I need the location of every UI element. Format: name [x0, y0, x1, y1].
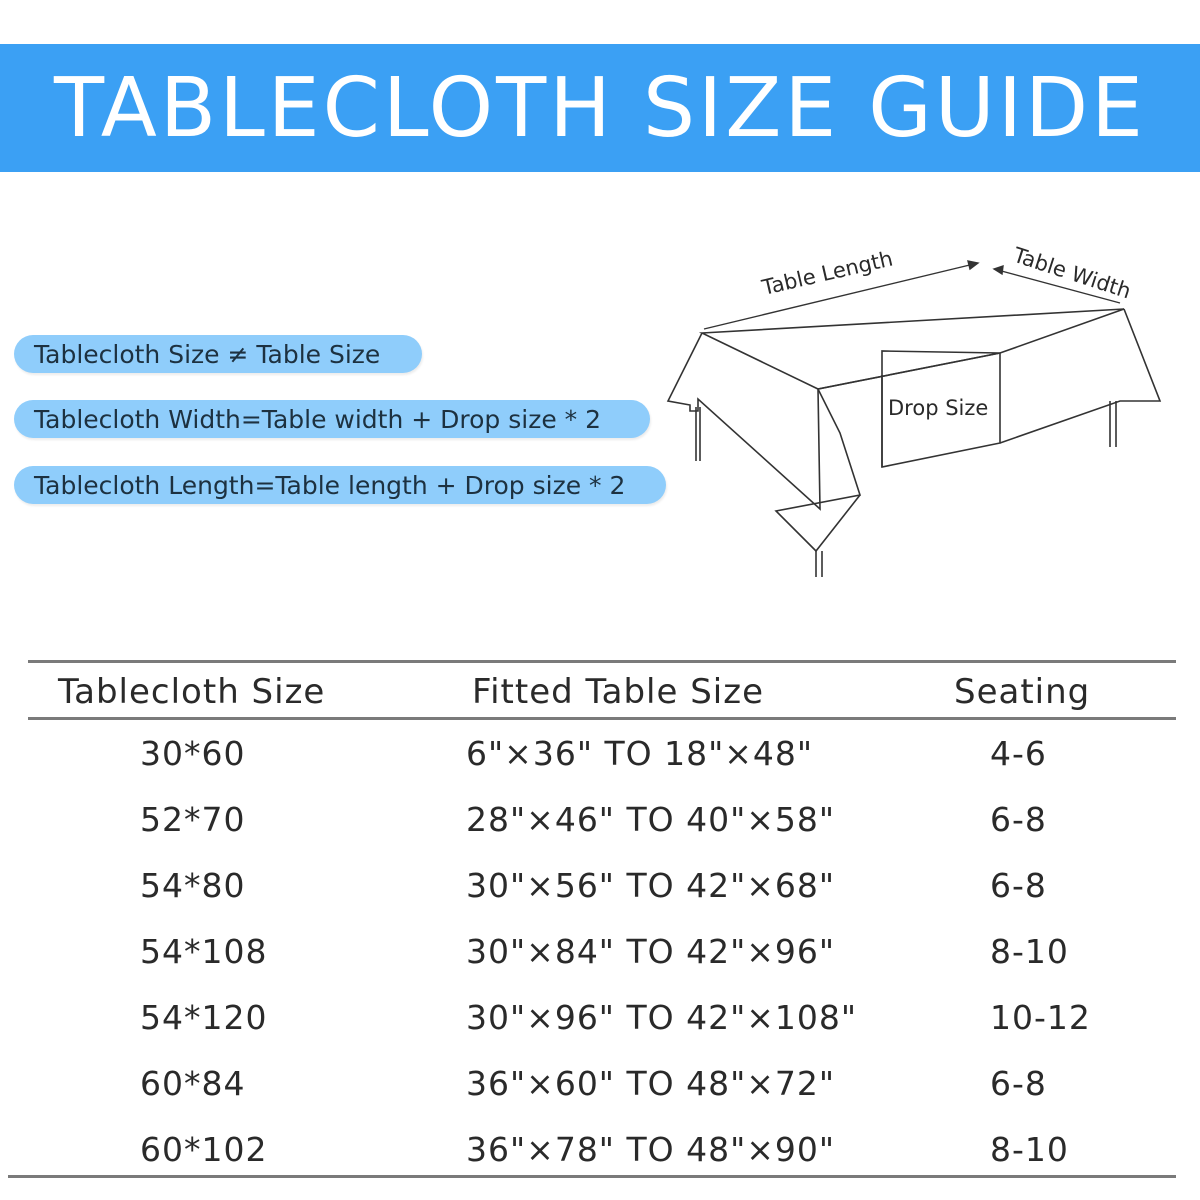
- column-header-tablecloth-size: Tablecloth Size: [58, 672, 326, 712]
- cell-fitted-table-size: 30"×84" TO 42"×96": [466, 932, 836, 971]
- column-header-seating: Seating: [954, 672, 1091, 712]
- cell-seating: 6-8: [990, 800, 1047, 839]
- cell-seating: 6-8: [990, 866, 1047, 905]
- table-row: [28, 1116, 1176, 1182]
- tablecloth-diagram-svg: [660, 235, 1180, 595]
- cell-seating: 6-8: [990, 1064, 1047, 1103]
- formula-size-note: Tablecloth Size ≠ Table Size: [14, 335, 422, 373]
- cell-tablecloth-size: 54*80: [140, 866, 246, 905]
- table-row: [28, 1050, 1176, 1116]
- formula-length: Tablecloth Length=Table length + Drop size * 2: [14, 466, 666, 504]
- formula-width: Tablecloth Width=Table width + Drop size * 2: [14, 400, 650, 438]
- table-bottom-rule: [8, 1175, 1176, 1178]
- cell-fitted-table-size: 6"×36" TO 18"×48": [466, 734, 814, 773]
- cell-fitted-table-size: 30"×96" TO 42"×108": [466, 998, 858, 1037]
- title-banner: [0, 44, 1200, 172]
- cell-seating: 8-10: [990, 1130, 1069, 1169]
- cell-tablecloth-size: 54*108: [140, 932, 268, 971]
- cell-fitted-table-size: 28"×46" TO 40"×58": [466, 800, 836, 839]
- cell-tablecloth-size: 54*120: [140, 998, 268, 1037]
- table-length-label: Table Length: [759, 246, 896, 300]
- cell-seating: 10-12: [990, 998, 1091, 1037]
- cell-seating: 4-6: [990, 734, 1047, 773]
- table-row: [28, 918, 1176, 984]
- drop-size-label: Drop Size: [888, 396, 989, 420]
- page-title: TABLECLOTH SIZE GUIDE: [54, 60, 1146, 156]
- cloth-right-drape: [1000, 309, 1160, 443]
- cell-tablecloth-size: 60*102: [140, 1130, 268, 1169]
- cloth-left-drape: [668, 333, 820, 509]
- cell-tablecloth-size: 60*84: [140, 1064, 246, 1103]
- table-row: [28, 852, 1176, 918]
- cell-tablecloth-size: 52*70: [140, 800, 246, 839]
- cell-fitted-table-size: 30"×56" TO 42"×68": [466, 866, 836, 905]
- cell-fitted-table-size: 36"×60" TO 48"×72": [466, 1064, 836, 1103]
- cell-tablecloth-size: 30*60: [140, 734, 246, 773]
- table-row: [28, 786, 1176, 852]
- table-top-rule: [28, 660, 1176, 663]
- table-width-label: Table Width: [1010, 242, 1134, 304]
- table-length-arrowhead: [968, 261, 978, 269]
- table-width-arrowhead: [994, 266, 1003, 274]
- cell-fitted-table-size: 36"×78" TO 48"×90": [466, 1130, 836, 1169]
- table-body: [28, 720, 1176, 1182]
- table-row: [28, 720, 1176, 786]
- cloth-top-outline: [702, 309, 1124, 389]
- tablecloth-diagram: [660, 235, 1180, 595]
- cell-seating: 8-10: [990, 932, 1069, 971]
- table-row: [28, 984, 1176, 1050]
- column-header-fitted-table-size: Fitted Table Size: [472, 672, 765, 712]
